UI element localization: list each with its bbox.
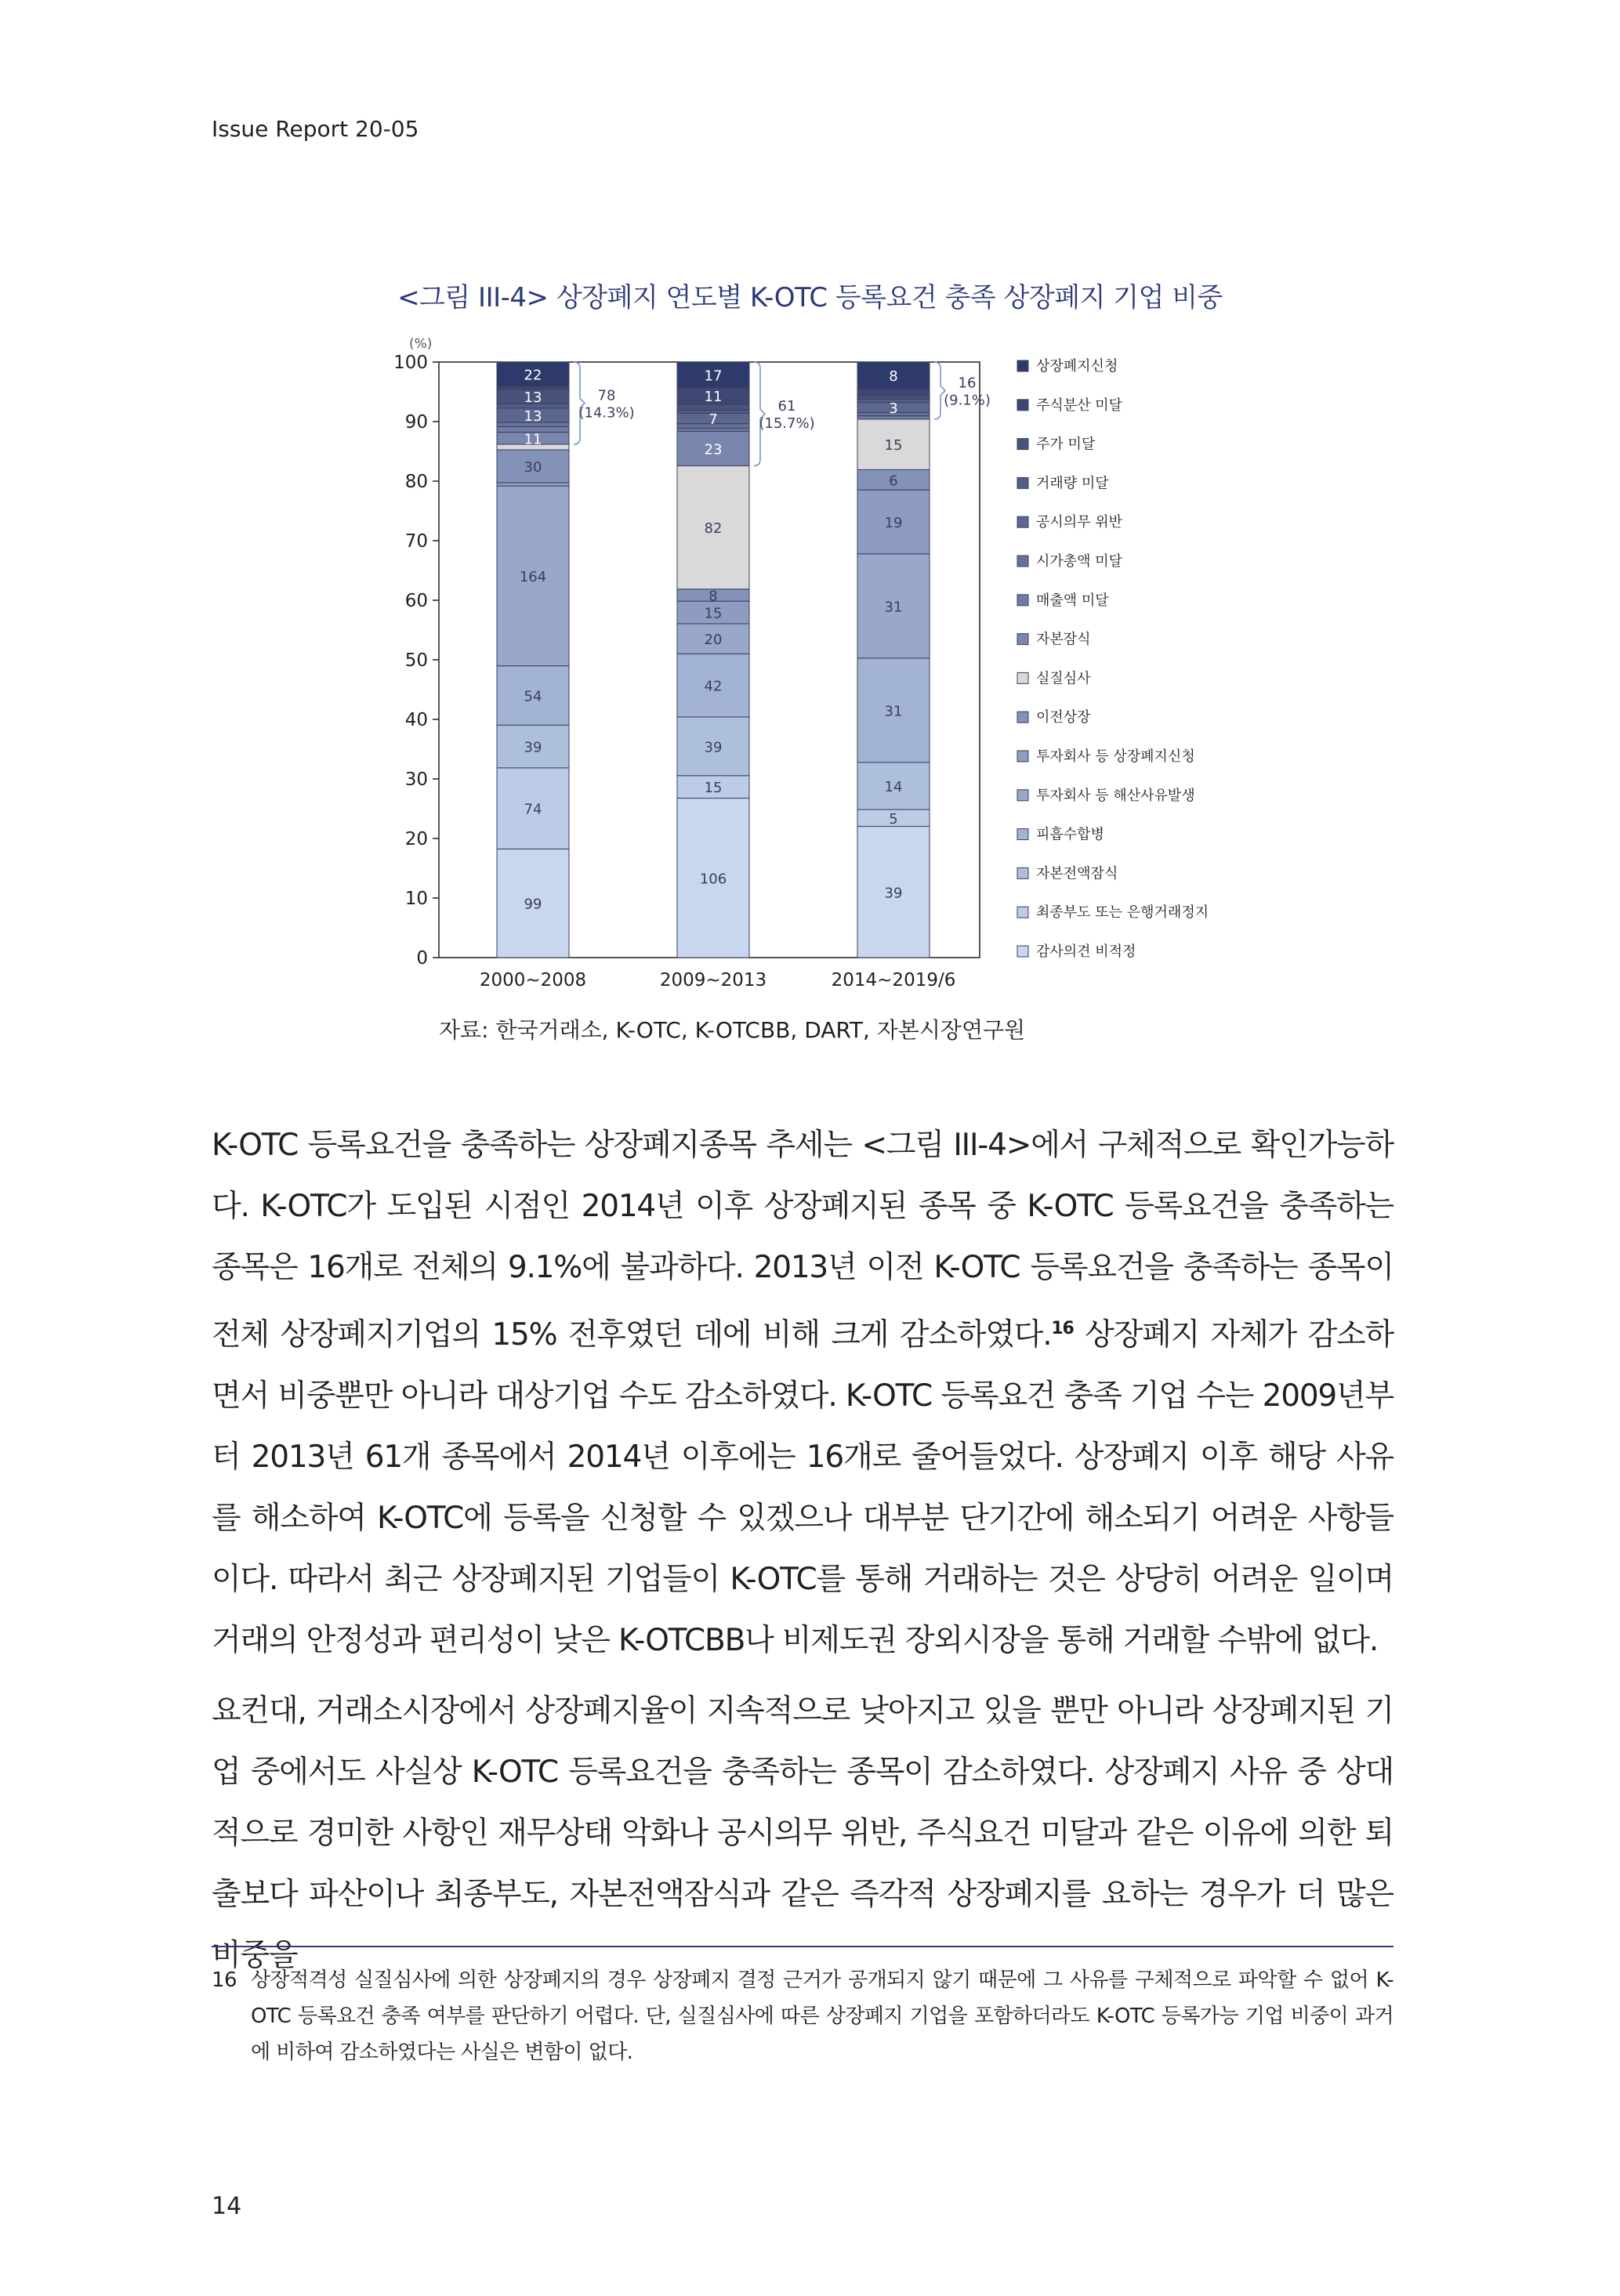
bar-segment: [497, 483, 569, 486]
annotation-bracket: [754, 362, 765, 465]
data-label: 39: [704, 739, 723, 756]
legend-label: 이전상장: [1036, 709, 1091, 726]
data-label: 6: [889, 473, 898, 490]
data-label: 5: [889, 810, 898, 828]
page-number: 14: [212, 2193, 242, 2220]
data-label: 15: [704, 605, 723, 622]
legend-swatch: [1017, 516, 1028, 527]
y-tick-label: 100: [393, 353, 428, 373]
data-label: 20: [704, 632, 723, 649]
legend-label: 매출액 미달: [1036, 592, 1109, 609]
x-tick-label: 2009~2013: [659, 970, 767, 990]
legend-swatch: [1017, 634, 1028, 645]
y-tick-label: 30: [404, 770, 428, 790]
data-label: 39: [524, 739, 542, 756]
data-label: 31: [884, 599, 903, 616]
data-label: 99: [524, 896, 542, 913]
legend-label: 공시의무 위반: [1036, 514, 1123, 531]
data-label: 164: [519, 568, 547, 585]
legend-swatch: [1017, 595, 1028, 606]
data-label: 22: [524, 367, 542, 384]
legend-swatch: [1017, 400, 1028, 411]
data-label: 15: [704, 780, 723, 797]
data-label: 74: [524, 801, 542, 818]
y-tick-label: 60: [404, 591, 428, 611]
annotation-percent: (15.7%): [759, 415, 815, 433]
legend-label: 상장폐지신청: [1036, 358, 1118, 375]
annotation-percent: (9.1%): [944, 392, 991, 409]
legend-label: 최종부도 또는 은행거래정지: [1036, 904, 1209, 922]
legend-label: 시가총액 미달: [1036, 553, 1123, 570]
y-tick-label: 10: [404, 889, 428, 909]
data-label: 17: [704, 368, 723, 385]
data-label: 30: [524, 458, 542, 476]
bar-segment: [857, 396, 930, 399]
figure-source: 자료: 한국거래소, K-OTC, K-OTCBB, DART, 자본시장연구원: [439, 1017, 1026, 1043]
y-tick-label: 40: [404, 710, 428, 730]
legend-swatch: [1017, 360, 1028, 371]
data-label: 54: [524, 688, 542, 705]
footnote-number: 16: [212, 1968, 237, 1992]
data-label: 14: [884, 779, 903, 796]
legend-label: 자본잠식: [1036, 631, 1091, 648]
body-paragraph-1: [212, 1115, 1393, 1671]
x-tick-label: 2014~2019/6: [831, 970, 956, 990]
data-label: 106: [699, 871, 727, 888]
footnote-text: 상장적격성 실질심사에 의한 상장폐지의 경우 상장폐지 결정 근거가 공개되지 않기 때문에 그 사유를 구체적으로 파악할 수 없어 K-OTC 등록요건 충족 여부를 판단하기 어렵다. 단, 실질심사에 따른 상장폐지 기업을 포함하더라도 K-OTC 등록가능 기업 비중이 과거에 비하여 감소하였다는 사실은 변함이 없다.: [251, 1968, 1393, 2064]
legend-label: 투자회사 등 상장폐지신청: [1036, 748, 1195, 765]
annotation-bracket: [934, 362, 945, 419]
bar-segment: [677, 428, 749, 431]
figure-title: <그림 III-4> 상장폐지 연도별 K-OTC 등록요건 충족 상장폐지 기업 비중: [397, 282, 1223, 313]
annotation-count: 78: [597, 387, 616, 404]
y-tick-label: 70: [404, 531, 428, 552]
paragraph-1-text-a: K-OTC 등록요건을 충족하는 상장폐지종목 추세는 <그림 III-4>에서 구체적으로 확인가능하다. K-OTC가 도입된 시점인 2014년 이후 상장폐지된 종목 중 K-OTC 등록요건을 충족하는 종목은 16개로 전체의 9.1%에 불과하다. 2013년 이전 K-OTC 등록요건을 충족하는 종목이 전체 상장폐지기업의 15% 전후였던 데에 비해 크게 감소하였다.: [212, 1128, 1393, 1353]
legend-swatch: [1017, 790, 1028, 801]
legend-label: 자본전액잠식: [1036, 865, 1118, 882]
data-label: 8: [889, 368, 898, 386]
stacked-bar-chart: [384, 323, 1230, 997]
legend-swatch: [1017, 829, 1028, 840]
data-label: 42: [704, 678, 723, 695]
legend-label: 실질심사: [1036, 670, 1091, 687]
data-label: 13: [524, 407, 542, 425]
data-label: 7: [709, 411, 718, 428]
legend-label: 주가 미달: [1036, 436, 1096, 453]
legend-label: 거래량 미달: [1036, 475, 1109, 492]
legend-swatch: [1017, 867, 1028, 878]
legend-swatch: [1017, 477, 1028, 488]
y-tick-label: 0: [416, 948, 428, 969]
y-tick-label: 90: [404, 412, 428, 433]
legend-swatch: [1017, 907, 1028, 918]
y-tick-label: 20: [404, 829, 428, 849]
data-label: 19: [884, 514, 903, 531]
legend-swatch: [1017, 556, 1028, 567]
y-tick-label: 50: [404, 650, 428, 671]
legend-swatch: [1017, 946, 1028, 957]
bar-segment: [857, 389, 930, 396]
legend-label: 감사의견 비적정: [1036, 943, 1136, 960]
data-label: 82: [704, 520, 723, 538]
footnote-ref-16[interactable]: 16: [1051, 1319, 1074, 1338]
legend-label: 투자회사 등 해산사유발생: [1036, 787, 1195, 804]
y-axis-unit: (%): [409, 336, 433, 352]
legend-label: 피흡수합병: [1036, 826, 1104, 843]
footnote-divider: [212, 1946, 1393, 1947]
x-tick-label: 2000~2008: [479, 970, 587, 990]
legend-swatch: [1017, 712, 1028, 722]
data-label: 31: [884, 703, 903, 720]
footnote: [212, 1962, 1393, 2070]
data-label: 13: [524, 389, 542, 407]
legend-swatch: [1017, 672, 1028, 683]
data-label: 11: [704, 389, 723, 406]
data-label: 11: [524, 431, 542, 448]
annotation-count: 16: [958, 375, 977, 392]
legend-swatch: [1017, 751, 1028, 762]
data-label: 8: [709, 588, 718, 605]
legend-label: 주식분산 미달: [1036, 397, 1123, 414]
data-label: 39: [884, 885, 903, 902]
data-label: 23: [704, 441, 723, 458]
y-tick-label: 80: [404, 472, 428, 492]
annotation-percent: (14.3%): [578, 404, 635, 422]
annotation-bracket: [574, 362, 585, 444]
body-paragraph-2: 요컨대, 거래소시장에서 상장폐지율이 지속적으로 낮아지고 있을 뿐만 아니라 상장폐지된 기업 중에서도 사실상 K-OTC 등록요건을 충족하는 종목이 감소하였다. 상장폐지 사유 중 상대적으로 경미한 사항인 재무상태 악화나 공시의무 위반, 주식요건 미달과 같은 이유에 의한 퇴출보다 파산이나 최종부도, 자본전액잠식과 같은 즉각적 상장폐지를 요하는 경우가 더 많은 비중을: [212, 1693, 1393, 1973]
data-label: 3: [889, 400, 898, 417]
data-label: 15: [884, 437, 903, 454]
annotation-count: 61: [777, 398, 796, 415]
paragraph-1-text-b: 상장폐지 자체가 감소하면서 비중뿐만 아니라 대상기업 수도 감소하였다. K-OTC 등록요건 충족 기업 수는 2009년부터 2013년 61개 종목에서 2014년 이후에는 16개로 줄어들었다. 상장폐지 이후 해당 사유를 해소하여 K-OTC에 등록을 신청할 수 있겠으나 대부분 단기간에 해소되기 어려운 사항들이다. 따라서 최근 상장폐지된 기업들이 K-OTC를 통해 거래하는 것은 상당히 어려운 일이며 거래의 안정성과 편리성이 낮은 K-OTCBB나 비제도권 장외시장을 통해 거래할 수밖에 없다.: [212, 1317, 1393, 1658]
running-header: Issue Report 20-05: [212, 116, 419, 142]
legend-swatch: [1017, 439, 1028, 450]
